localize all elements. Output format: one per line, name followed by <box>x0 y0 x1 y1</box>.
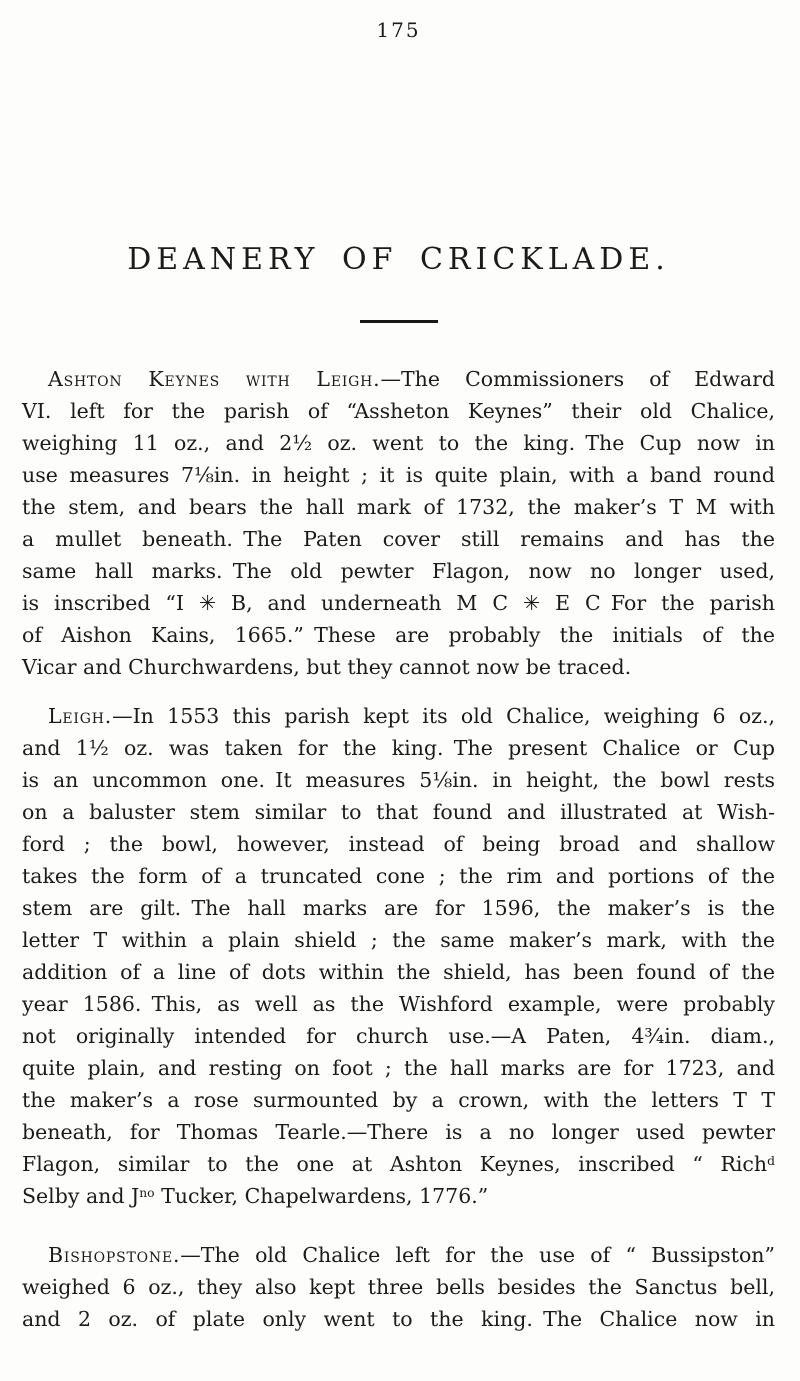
page-number: 175 <box>376 18 421 42</box>
text-line <box>22 892 775 924</box>
text-line <box>22 1239 775 1271</box>
line-text: weighing 11 oz., and 2½ oz. went to the king. The Cup now in <box>22 431 775 455</box>
text-block <box>22 363 775 1335</box>
line-text: takes the form of a truncated cone ; the rim and portions of the <box>22 864 775 888</box>
line-text: weighed 6 oz., they also kept three bells besides the Sanctus bell, <box>22 1275 775 1299</box>
line-text: addition of a line of dots within the shield, has been found of the <box>22 960 775 984</box>
line-text: same hall marks. The old pewter Flagon, now no longer used, <box>22 559 775 583</box>
line-text: use measures 7⅛in. in height ; it is quite plain, with a band round <box>22 463 775 487</box>
text-line <box>22 1084 775 1116</box>
divider-rule <box>360 320 438 323</box>
text-line <box>22 427 775 459</box>
superscript-text: d <box>767 1153 775 1168</box>
line-text: of Aishon Kains, 1665.” These are probably the initials of the <box>22 623 775 647</box>
text-line <box>22 796 775 828</box>
line-text: not originally intended for church use.—A Paten, 4¾in. diam., <box>22 1024 775 1048</box>
line-text: beneath, for Thomas Tearle.—There is a no longer used pewter <box>22 1120 775 1144</box>
text-line <box>22 956 775 988</box>
text-line <box>22 619 775 651</box>
text-line <box>22 1052 775 1084</box>
line-text: Flagon, similar to the one at Ashton Keynes, inscribed “ Rich <box>22 1152 768 1176</box>
line-text: —The Commissioners of Edward <box>380 367 775 391</box>
line-text: —The old Chalice left for the use of “ Bussipston” <box>180 1243 775 1267</box>
superscript-text: no <box>139 1185 155 1200</box>
line-text: quite plain, and resting on foot ; the hall marks are for 1723, and <box>22 1056 775 1080</box>
line-text: —In 1553 this parish kept its old Chalice, weighing 6 oz., <box>112 704 775 728</box>
text-line <box>22 523 775 555</box>
text-line <box>22 363 775 395</box>
line-text: and 1½ oz. was taken for the king. The present Chalice or Cup <box>22 736 775 760</box>
paragraph-lead-smallcaps: Leigh. <box>48 704 113 728</box>
text-line <box>22 1020 775 1052</box>
text-line <box>22 491 775 523</box>
text-line <box>22 1303 775 1335</box>
paragraph <box>22 700 775 1212</box>
text-line <box>22 924 775 956</box>
line-text: VI. left for the parish of “Assheton Keynes” their old Chalice, <box>22 399 775 423</box>
text-line <box>22 860 775 892</box>
text-line <box>22 700 775 732</box>
paragraph-lead-smallcaps: Ashton Keynes with Leigh. <box>48 367 381 391</box>
line-text: ford ; the bowl, however, instead of being broad and shallow <box>22 832 775 856</box>
paragraph-lead-smallcaps: Bishopstone. <box>48 1243 181 1267</box>
line-text: the maker’s a rose surmounted by a crown, with the letters T T <box>22 1088 775 1112</box>
line-text: letter T within a plain shield ; the same maker’s mark, with the <box>22 928 775 952</box>
text-line <box>22 459 775 491</box>
text-line <box>22 988 775 1020</box>
section-title: DEANERY OF CRICKLADE. <box>127 242 670 277</box>
line-text: is an uncommon one. It measures 5⅛in. in height, the bowl rests <box>22 768 775 792</box>
line-text: is inscribed “I ✳ B, and underneath M C ✳ E C For the parish <box>22 591 775 615</box>
line-text: Selby and J <box>22 1184 140 1208</box>
line-text: Tucker, Chapelwardens, 1776.” <box>154 1184 489 1208</box>
line-text: on a baluster stem similar to that found and illustrated at Wish- <box>22 800 775 824</box>
text-line <box>22 732 775 764</box>
line-text: Vicar and Churchwardens, but they cannot now be traced. <box>22 655 632 679</box>
text-line <box>22 651 775 683</box>
line-text: stem are gilt. The hall marks are for 1596, the maker’s is the <box>22 896 775 920</box>
paragraph <box>22 363 775 683</box>
text-line <box>22 395 775 427</box>
line-text: year 1586. This, as well as the Wishford example, were probably <box>22 992 775 1016</box>
line-text: the stem, and bears the hall mark of 1732, the maker’s T M with <box>22 495 775 519</box>
line-text: a mullet beneath. The Paten cover still remains and has the <box>22 527 775 551</box>
paragraph <box>22 1239 775 1335</box>
text-line <box>22 828 775 860</box>
text-line <box>22 1180 775 1212</box>
text-line <box>22 1116 775 1148</box>
text-line <box>22 587 775 619</box>
text-line <box>22 555 775 587</box>
text-line <box>22 764 775 796</box>
text-line <box>22 1148 775 1180</box>
text-line <box>22 1271 775 1303</box>
line-text: and 2 oz. of plate only went to the king. The Chalice now in <box>22 1307 775 1331</box>
